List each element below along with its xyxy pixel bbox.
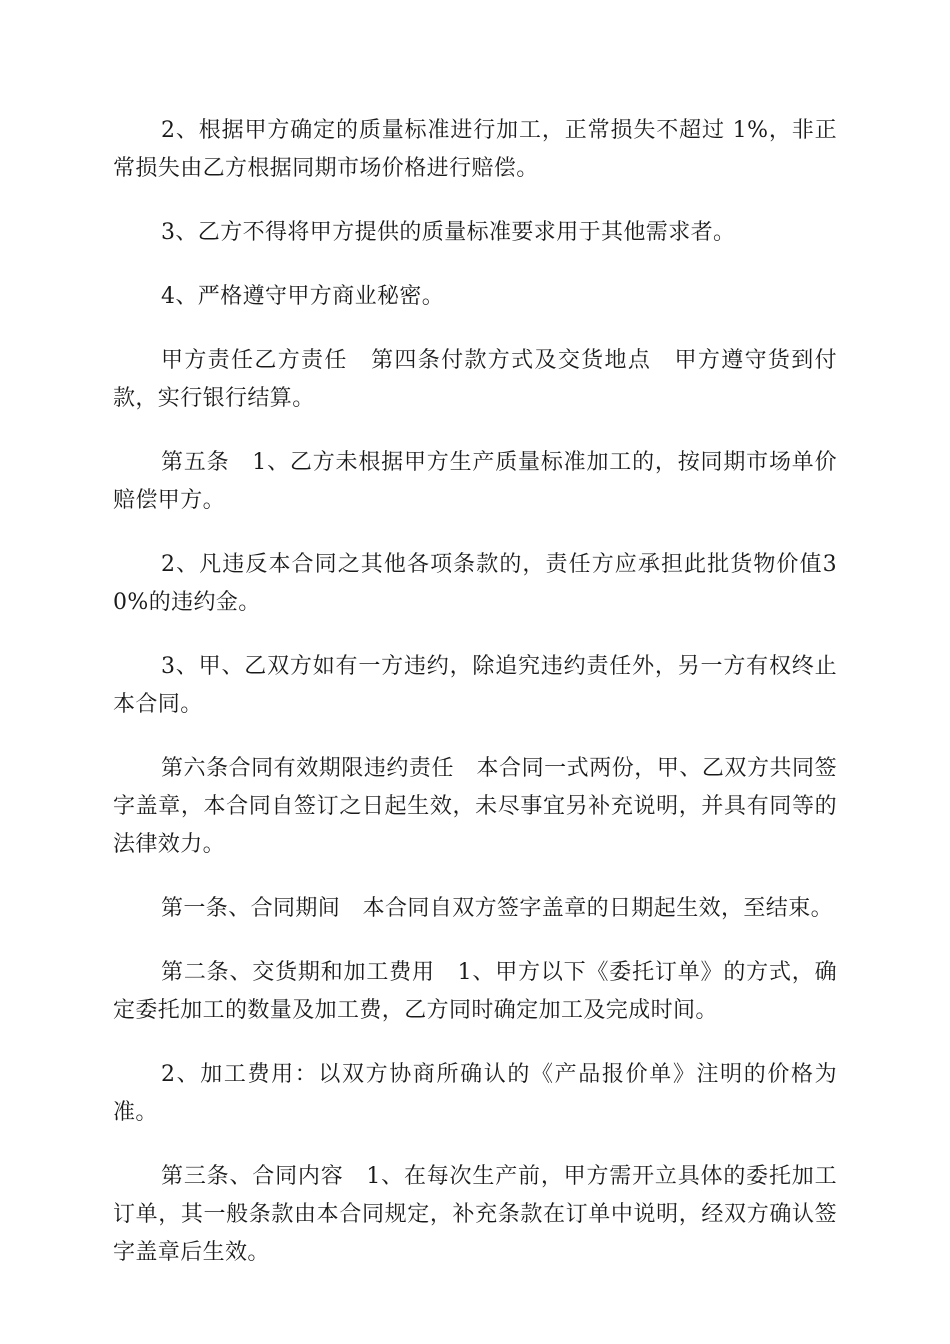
clause-article-six: 第六条合同有效期限违约责任 本合同一式两份，甲、乙双方共同签字盖章，本合同自签订之日起生效，未尽事宜另补充说明，并具有同等的法律效力。	[113, 756, 837, 857]
clause-quality-standard: 2、根据甲方确定的质量标准进行加工，正常损失不超过 1%，非正常损失由乙方根据同期市场价格进行赔偿。	[113, 118, 837, 181]
clause-article-five: 第五条 1、乙方未根据甲方生产质量标准加工的，按同期市场单价赔偿甲方。	[113, 450, 837, 513]
document-body	[113, 112, 837, 1298]
clause-processing-fee: 2、加工费用：以双方协商所确认的《产品报价单》注明的价格为准。	[113, 1062, 837, 1125]
clause-article-two: 第二条、交货期和加工费用 1、甲方以下《委托订单》的方式，确定委托加工的数量及加工费，乙方同时确定加工及完成时间。	[113, 960, 837, 1023]
clause-payment-delivery: 甲方责任乙方责任 第四条付款方式及交货地点 甲方遵守货到付款，实行银行结算。	[113, 348, 837, 411]
clause-standard-usage: 3、乙方不得将甲方提供的质量标准要求用于其他需求者。	[161, 220, 736, 245]
clause-trade-secret: 4、严格遵守甲方商业秘密。	[161, 284, 445, 309]
clause-article-three: 第三条、合同内容 1、在每次生产前，甲方需开立具体的委托加工订单，其一般条款由本合同规定，补充条款在订单中说明，经双方确认签字盖章后生效。	[113, 1164, 837, 1265]
clause-termination: 3、甲、乙双方如有一方违约，除追究违约责任外，另一方有权终止本合同。	[113, 654, 837, 717]
clause-article-one: 第一条、合同期间 本合同自双方签字盖章的日期起生效，至结束。	[161, 896, 834, 921]
clause-penalty: 2、凡违反本合同之其他各项条款的，责任方应承担此批货物价值30%的违约金。	[113, 552, 837, 615]
